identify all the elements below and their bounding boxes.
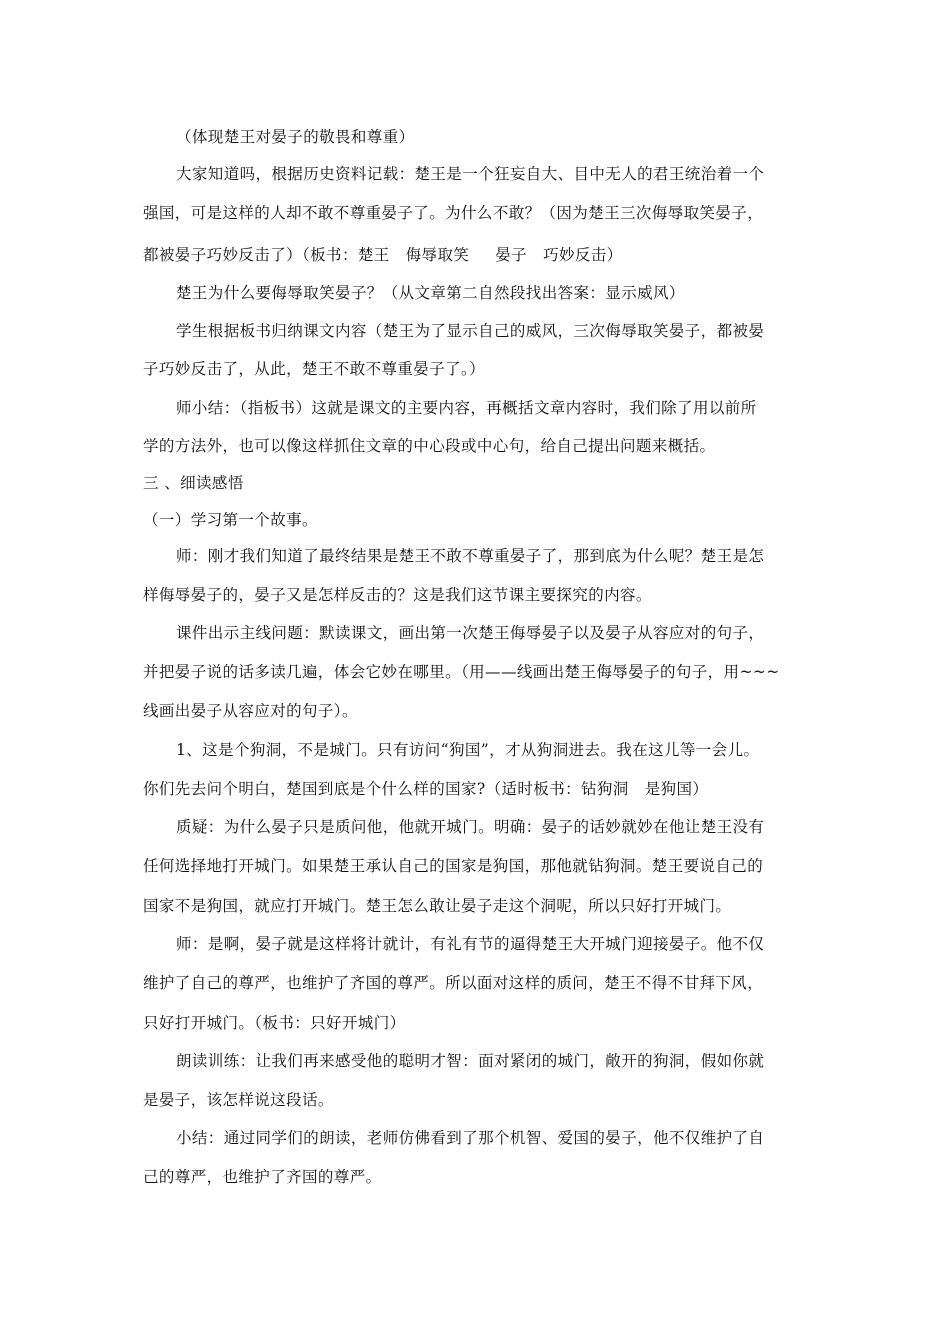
paragraph-line: 师小结：（指板书）这就是课文的主要内容，再概括文章内容时，我们除了用以前所 xyxy=(176,399,757,417)
board-note-part: 巧妙反击） xyxy=(543,246,623,264)
board-note-part: 都被晏子巧妙反击了）（板书：楚王 xyxy=(143,246,390,264)
paragraph-line xyxy=(143,779,823,799)
paragraph-line: 小结：通过同学们的朗读，老师仿佛看到了那个机智、爱国的晏子，他不仅维护了自 xyxy=(176,1129,765,1147)
paragraph-part: 你们先去问个明白，楚国到底是个什么样的国家?（适时板书：钻狗洞 xyxy=(143,780,629,798)
paragraph-line: 线画出晏子从容应对的句子）。 xyxy=(143,702,358,720)
paragraph-line: 1、这是个狗洞，不是城门。只有访问“狗国”，才从狗洞进去。我在这儿等一会儿。 xyxy=(176,741,760,759)
paragraph-line: 朗读训练：让我们再来感受他的聪明才智：面对紧闭的城门，敞开的狗洞，假如你就 xyxy=(176,1052,765,1070)
paragraph-part: 是狗国） xyxy=(644,780,709,798)
paragraph-line: 大家知道吗，根据历史资料记载：楚王是一个狂妄自大、目中无人的君王统治着一个 xyxy=(176,165,765,183)
paragraph-line: 子巧妙反击了，从此，楚王不敢不尊重晏子了。） xyxy=(143,360,486,378)
paragraph-line: 师：刚才我们知道了最终结果是楚王不敢不尊重晏子了，那到底为什么呢？楚王是怎 xyxy=(176,547,765,565)
paragraph-line: 只好打开城门。（板书：只好开城门） xyxy=(143,1014,406,1032)
paragraph-line: 是晏子，该怎样说这段话。 xyxy=(143,1091,334,1109)
paragraph-line: 楚王为什么要侮辱取笑晏子？（从文章第二自然段找出答案：显示威风） xyxy=(176,284,685,302)
subsection-heading: （一）学习第一个故事。 xyxy=(143,511,318,529)
paragraph-line: 任何选择地打开城门。如果楚王承认自己的国家是狗国，那他就钻狗洞。楚王要说自己的 xyxy=(143,857,764,875)
paragraph-line: 维护了自己的尊严，也维护了齐国的尊严。所以面对这样的质问，楚王不得不甘拜下风， xyxy=(143,974,764,992)
paragraph-line: 质疑：为什么晏子只是质问他，他就开城门。明确：晏子的话妙就妙在他让楚王没有 xyxy=(176,818,765,836)
paragraph-line: 师：是啊，晏子就是这样将计就计，有礼有节的逼得楚王大开城门迎接晏子。他不仅 xyxy=(176,935,765,953)
paragraph-line xyxy=(143,245,823,265)
section-heading: 三 、细读感悟 xyxy=(143,474,244,492)
paragraph-line: 学生根据板书归纳课文内容（楚王为了显示自己的威风，三次侮辱取笑晏子，都被晏 xyxy=(176,322,765,340)
paragraph-line: 己的尊严，也维护了齐国的尊严。 xyxy=(143,1168,382,1186)
paragraph-line: 样侮辱晏子的，晏子又是怎样反击的？这是我们这节课主要探究的内容。 xyxy=(143,586,652,604)
board-note-part: 侮辱取笑 xyxy=(405,246,470,264)
paragraph-line: 强国，可是这样的人却不敢不尊重晏子了。为什么不敢？（因为楚王三次侮辱取笑晏子， xyxy=(143,204,764,222)
paragraph-line: 并把晏子说的话多读几遍，体会它妙在哪里。（用——线画出楚王侮辱晏子的句子，用~~~ xyxy=(143,663,780,681)
paragraph-line: 国家不是狗国，就应打开城门。楚王怎么敢让晏子走这个洞呢，所以只好打开城门。 xyxy=(143,897,732,915)
paragraph-line: 学的方法外，也可以像这样抓住文章的中心段或中心句，给自己提出问题来概括。 xyxy=(143,437,716,455)
board-note-part: 晏子 xyxy=(495,246,528,264)
paragraph-line: 课件出示主线问题：默读课文，画出第一次楚王侮辱晏子以及晏子从容应对的句子， xyxy=(176,624,765,642)
paragraph-line: （体现楚王对晏子的敬畏和尊重） xyxy=(176,128,415,146)
